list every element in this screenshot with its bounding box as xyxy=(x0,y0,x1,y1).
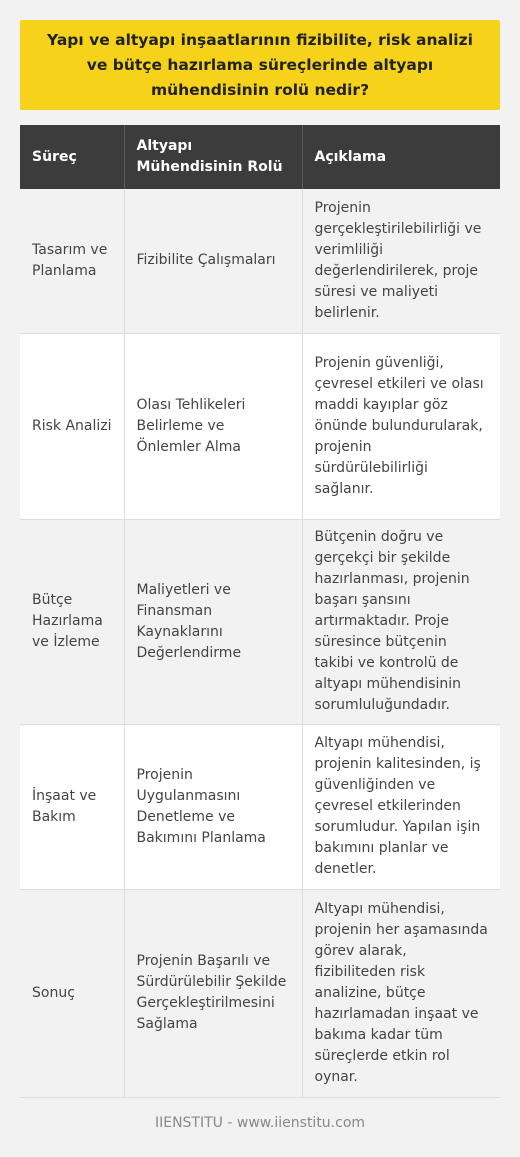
cell-description: Altyapı mühendisi, projenin kalitesinden, iş güvenliğinden ve çevresel etkilerinden sorumludur. Yapılan işin bakımını planlar ve denetler. xyxy=(302,724,500,889)
page-title: Yapı ve altyapı inşaatlarının fizibilite, risk analizi ve bütçe hazırlama süreçlerinde altyapı mühendisinin rolü nedir? xyxy=(47,30,473,99)
cell-role: Projenin Başarılı ve Sürdürülebilir Şekilde Gerçekleştirilmesini Sağlama xyxy=(124,889,302,1097)
table-row xyxy=(20,889,500,1097)
cell-description: Projenin güvenliği, çevresel etkileri ve olası maddi kayıplar göz önünde bulundurularak, projenin sürdürülebilirliği sağlanır. xyxy=(302,333,500,519)
column-header-description: Açıklama xyxy=(302,125,500,189)
cell-role: Maliyetleri ve Finansman Kaynaklarını Değerlendirme xyxy=(124,519,302,724)
cell-role: Olası Tehlikeleri Belirleme ve Önlemler Alma xyxy=(124,333,302,519)
cell-description: Altyapı mühendisi, projenin her aşamasında görev alarak, fizibiliteden risk analizine, bütçe hazırlamadan inşaat ve bakıma kadar tüm süreçlerde etkin rol oynar. xyxy=(302,889,500,1097)
footer-credit: IIENSTITU - www.iienstitu.com xyxy=(154,1115,366,1131)
cell-process: İnşaat ve Bakım xyxy=(20,724,124,889)
table-row xyxy=(20,519,500,724)
table-row xyxy=(20,333,500,519)
column-header-process: Süreç xyxy=(20,125,124,189)
column-header-role: Altyapı Mühendisinin Rolü xyxy=(124,125,302,189)
cell-role: Projenin Uygulanmasını Denetleme ve Bakımını Planlama xyxy=(124,724,302,889)
cell-description: Projenin gerçekleştirilebilirliği ve verimliliği değerlendirilerek, proje süresi ve maliyeti belirlenir. xyxy=(302,189,500,333)
cell-process: Tasarım ve Planlama xyxy=(20,189,124,333)
cell-process: Sonuç xyxy=(20,889,124,1097)
table-row xyxy=(20,189,500,333)
cell-role: Fizibilite Çalışmaları xyxy=(124,189,302,333)
cell-description: Bütçenin doğru ve gerçekçi bir şekilde hazırlanması, projenin başarı şansını artırmaktadır. Proje süresince bütçenin takibi ve kontrolü de altyapı mühendisinin sorumluluğundadır. xyxy=(302,519,500,724)
cell-process: Risk Analizi xyxy=(20,333,124,519)
table-header-row xyxy=(20,125,500,189)
table-row xyxy=(20,724,500,889)
title-banner xyxy=(20,20,500,110)
cell-process: Bütçe Hazırlama ve İzleme xyxy=(20,519,124,724)
roles-table xyxy=(20,125,500,1098)
